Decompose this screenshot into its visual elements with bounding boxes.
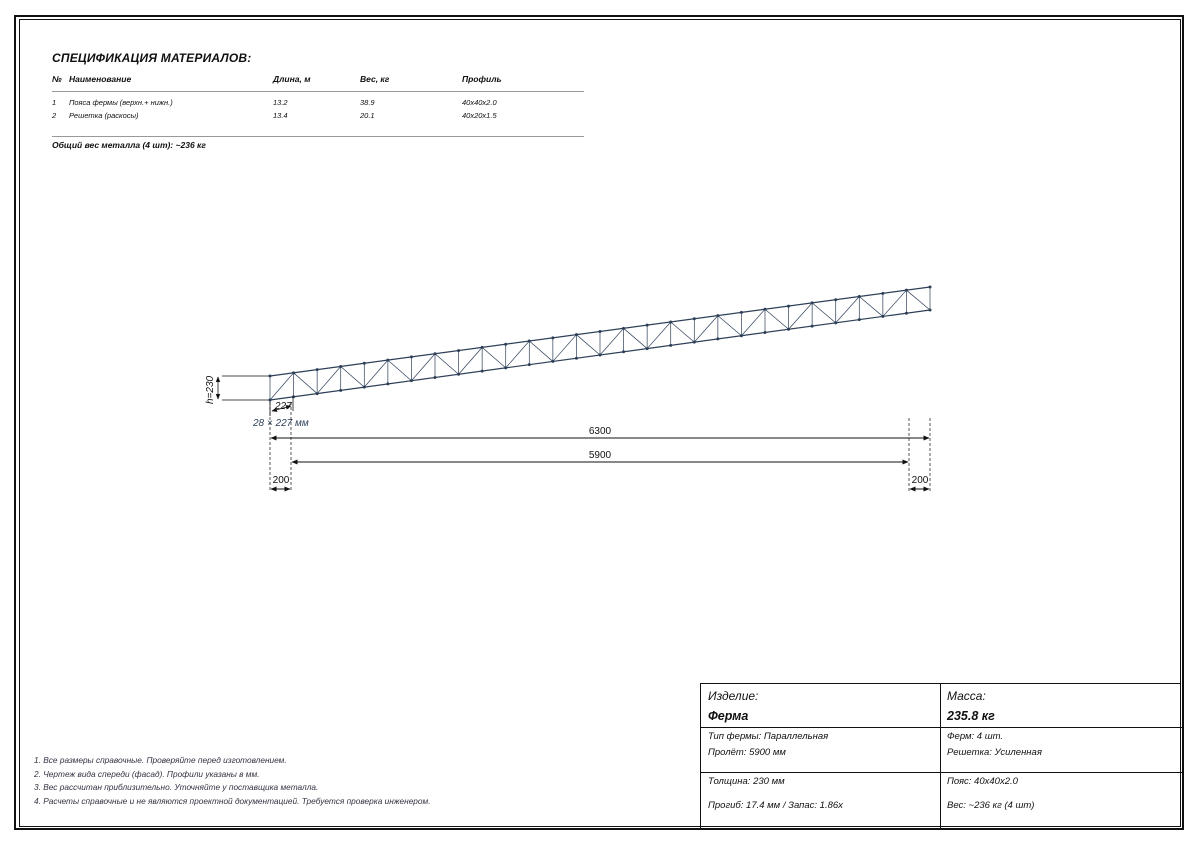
deflection-value: Прогиб: 17.4 мм / Запас: 1.86x — [708, 800, 843, 811]
panel-label: 227 — [275, 401, 292, 412]
note-1: 1. Все размеры справочные. Проверяйте перед изготовлением. — [34, 755, 287, 765]
spec-title: СПЕЦИФИКАЦИЯ МАТЕРИАЛОВ: — [52, 51, 252, 65]
truss-node — [669, 344, 672, 347]
truss-node — [881, 292, 884, 295]
span-value: Пролёт: 5900 мм — [708, 747, 786, 758]
truss-node — [504, 343, 507, 346]
truss-node — [858, 318, 861, 321]
truss-diagonal — [812, 303, 836, 323]
weight-value: Вес: ~236 кг (4 шт) — [947, 800, 1035, 811]
truss-node — [693, 341, 696, 344]
truss-node — [434, 376, 437, 379]
truss-node — [457, 349, 460, 352]
truss-node — [292, 371, 295, 374]
note-3: 3. Вес рассчитан приблизительно. Уточняйте у поставщика металла. — [34, 782, 319, 792]
spec-header-profile: Профиль — [462, 74, 502, 84]
spec-row-1-name: Пояса фермы (верхн.+ нижн.) — [69, 98, 173, 107]
thickness-value: Толщина: 230 мм — [708, 776, 785, 787]
product-value: Ферма — [708, 709, 749, 723]
dim-left-label: 200 — [272, 475, 290, 486]
truss-node — [363, 362, 366, 365]
truss-node — [787, 305, 790, 308]
truss-node — [504, 366, 507, 369]
spec-row-1-num: 1 — [52, 98, 57, 107]
truss-diagonal — [741, 309, 765, 335]
truss-node — [881, 315, 884, 318]
truss-node — [905, 312, 908, 315]
notes — [34, 755, 431, 809]
truss-node — [905, 289, 908, 292]
truss-diagonal — [364, 360, 388, 387]
truss-node — [622, 350, 625, 353]
truss-diagonal — [789, 303, 813, 329]
truss-node — [316, 392, 319, 395]
truss-node — [764, 308, 767, 311]
extension-lines — [270, 402, 930, 492]
spec-row-2-length: 13.4 — [273, 111, 288, 120]
truss-node — [858, 295, 861, 298]
spec-row-1-profile: 40x40x2.0 — [462, 98, 497, 107]
spec-row-2-num: 2 — [52, 111, 57, 120]
truss-diagonal — [883, 290, 907, 316]
dim-span-label: 5900 — [588, 450, 612, 461]
truss-diagonal — [576, 335, 600, 355]
truss-node — [457, 373, 460, 376]
dim-right-label: 200 — [911, 475, 929, 486]
truss-diagonal — [388, 360, 412, 381]
truss-type: Тип фермы: Параллельная — [708, 731, 829, 742]
dim-total-label: 6300 — [588, 426, 612, 437]
note-2: 2. Чертеж вида спереди (фасад). Профили указаны в мм. — [34, 768, 260, 779]
truss-diagonal — [529, 341, 553, 361]
truss-node — [551, 336, 554, 339]
truss-node — [339, 389, 342, 392]
spec-row-2-weight: 20.1 — [360, 111, 375, 120]
chord-value: Пояс: 40x40x2.0 — [947, 776, 1018, 787]
truss-node — [669, 320, 672, 323]
spec-header-num: № — [52, 74, 62, 84]
truss-diagonal — [836, 297, 860, 323]
height-label: h=230 — [205, 375, 216, 404]
truss-node — [575, 357, 578, 360]
truss-diagonal — [553, 335, 577, 362]
truss-node — [410, 379, 413, 382]
truss-diagonal — [270, 373, 294, 400]
product-label: Изделие: — [708, 689, 759, 703]
truss-node — [929, 309, 932, 312]
truss-node — [434, 352, 437, 355]
truss-node — [528, 340, 531, 343]
truss-node — [811, 301, 814, 304]
truss-node — [764, 331, 767, 334]
spec-row-2-profile: 40x20x1.5 — [462, 111, 497, 120]
title-block — [700, 683, 1181, 828]
truss-diagonal — [435, 354, 459, 375]
mass-label: Масса: — [947, 689, 986, 703]
spec-header-name: Наименование — [69, 74, 132, 84]
mass-value: 235.8 кг — [947, 709, 995, 723]
truss-node — [740, 311, 743, 314]
truss-node — [834, 298, 837, 301]
lattice-type: Решетка: Усиленная — [947, 747, 1042, 758]
truss-node — [599, 354, 602, 357]
spec-row-2-name: Решетка (раскосы) — [69, 111, 139, 120]
spec-total: Общий вес металла (4 шт): ~236 кг — [52, 140, 206, 150]
truss-diagonal — [647, 322, 671, 349]
truss-node — [787, 328, 790, 331]
truss-diagonal — [624, 328, 648, 348]
truss-node — [622, 327, 625, 330]
truss-node — [386, 382, 389, 385]
truss-elevation — [269, 286, 932, 402]
truss-node — [292, 395, 295, 398]
truss-node — [693, 317, 696, 320]
note-4: 4. Расчеты справочные и не являются проектной документацией. Требуется проверка инженером. — [34, 795, 431, 806]
height-dimension — [218, 376, 269, 400]
truss-node — [575, 333, 578, 336]
truss-diagonal — [341, 366, 365, 387]
truss-node — [811, 325, 814, 328]
truss-node — [386, 359, 389, 362]
truss-node — [551, 360, 554, 363]
truss-diagonal — [600, 328, 624, 355]
spec-row-1-length: 13.2 — [273, 98, 288, 107]
truss-diagonal — [671, 322, 695, 342]
truss-node — [599, 330, 602, 333]
truss-node — [716, 314, 719, 317]
spec-header-weight: Вес, кг — [360, 74, 390, 84]
truss-diagonal — [506, 341, 530, 368]
truss-diagonal — [294, 373, 318, 394]
truss-diagonal — [859, 297, 883, 317]
truss-diagonal — [317, 366, 341, 393]
truss-node — [528, 363, 531, 366]
truss-node — [929, 286, 932, 289]
truss-node — [646, 347, 649, 350]
truss-diagonal — [765, 309, 789, 329]
truss-node — [646, 324, 649, 327]
truss-node — [740, 334, 743, 337]
truss-node — [316, 368, 319, 371]
truss-diagonal — [482, 347, 506, 367]
truss-diagonal — [906, 290, 930, 310]
truss-diagonal — [459, 347, 483, 374]
offset-label: 28 × 227 мм — [253, 418, 309, 429]
truss-diagonal — [718, 316, 742, 336]
truss-diagonal — [694, 316, 718, 343]
spec-header-length: Длина, м — [273, 74, 311, 84]
truss-diagonal — [411, 354, 435, 381]
truss-node — [716, 337, 719, 340]
truss-node — [363, 386, 366, 389]
spec-row-1-weight: 38.9 — [360, 98, 375, 107]
truss-node — [410, 355, 413, 358]
truss-node — [339, 365, 342, 368]
truss-node — [481, 370, 484, 373]
truss-node — [481, 346, 484, 349]
truss-node — [834, 321, 837, 324]
truss-count: Ферм: 4 шт. — [947, 731, 1004, 742]
